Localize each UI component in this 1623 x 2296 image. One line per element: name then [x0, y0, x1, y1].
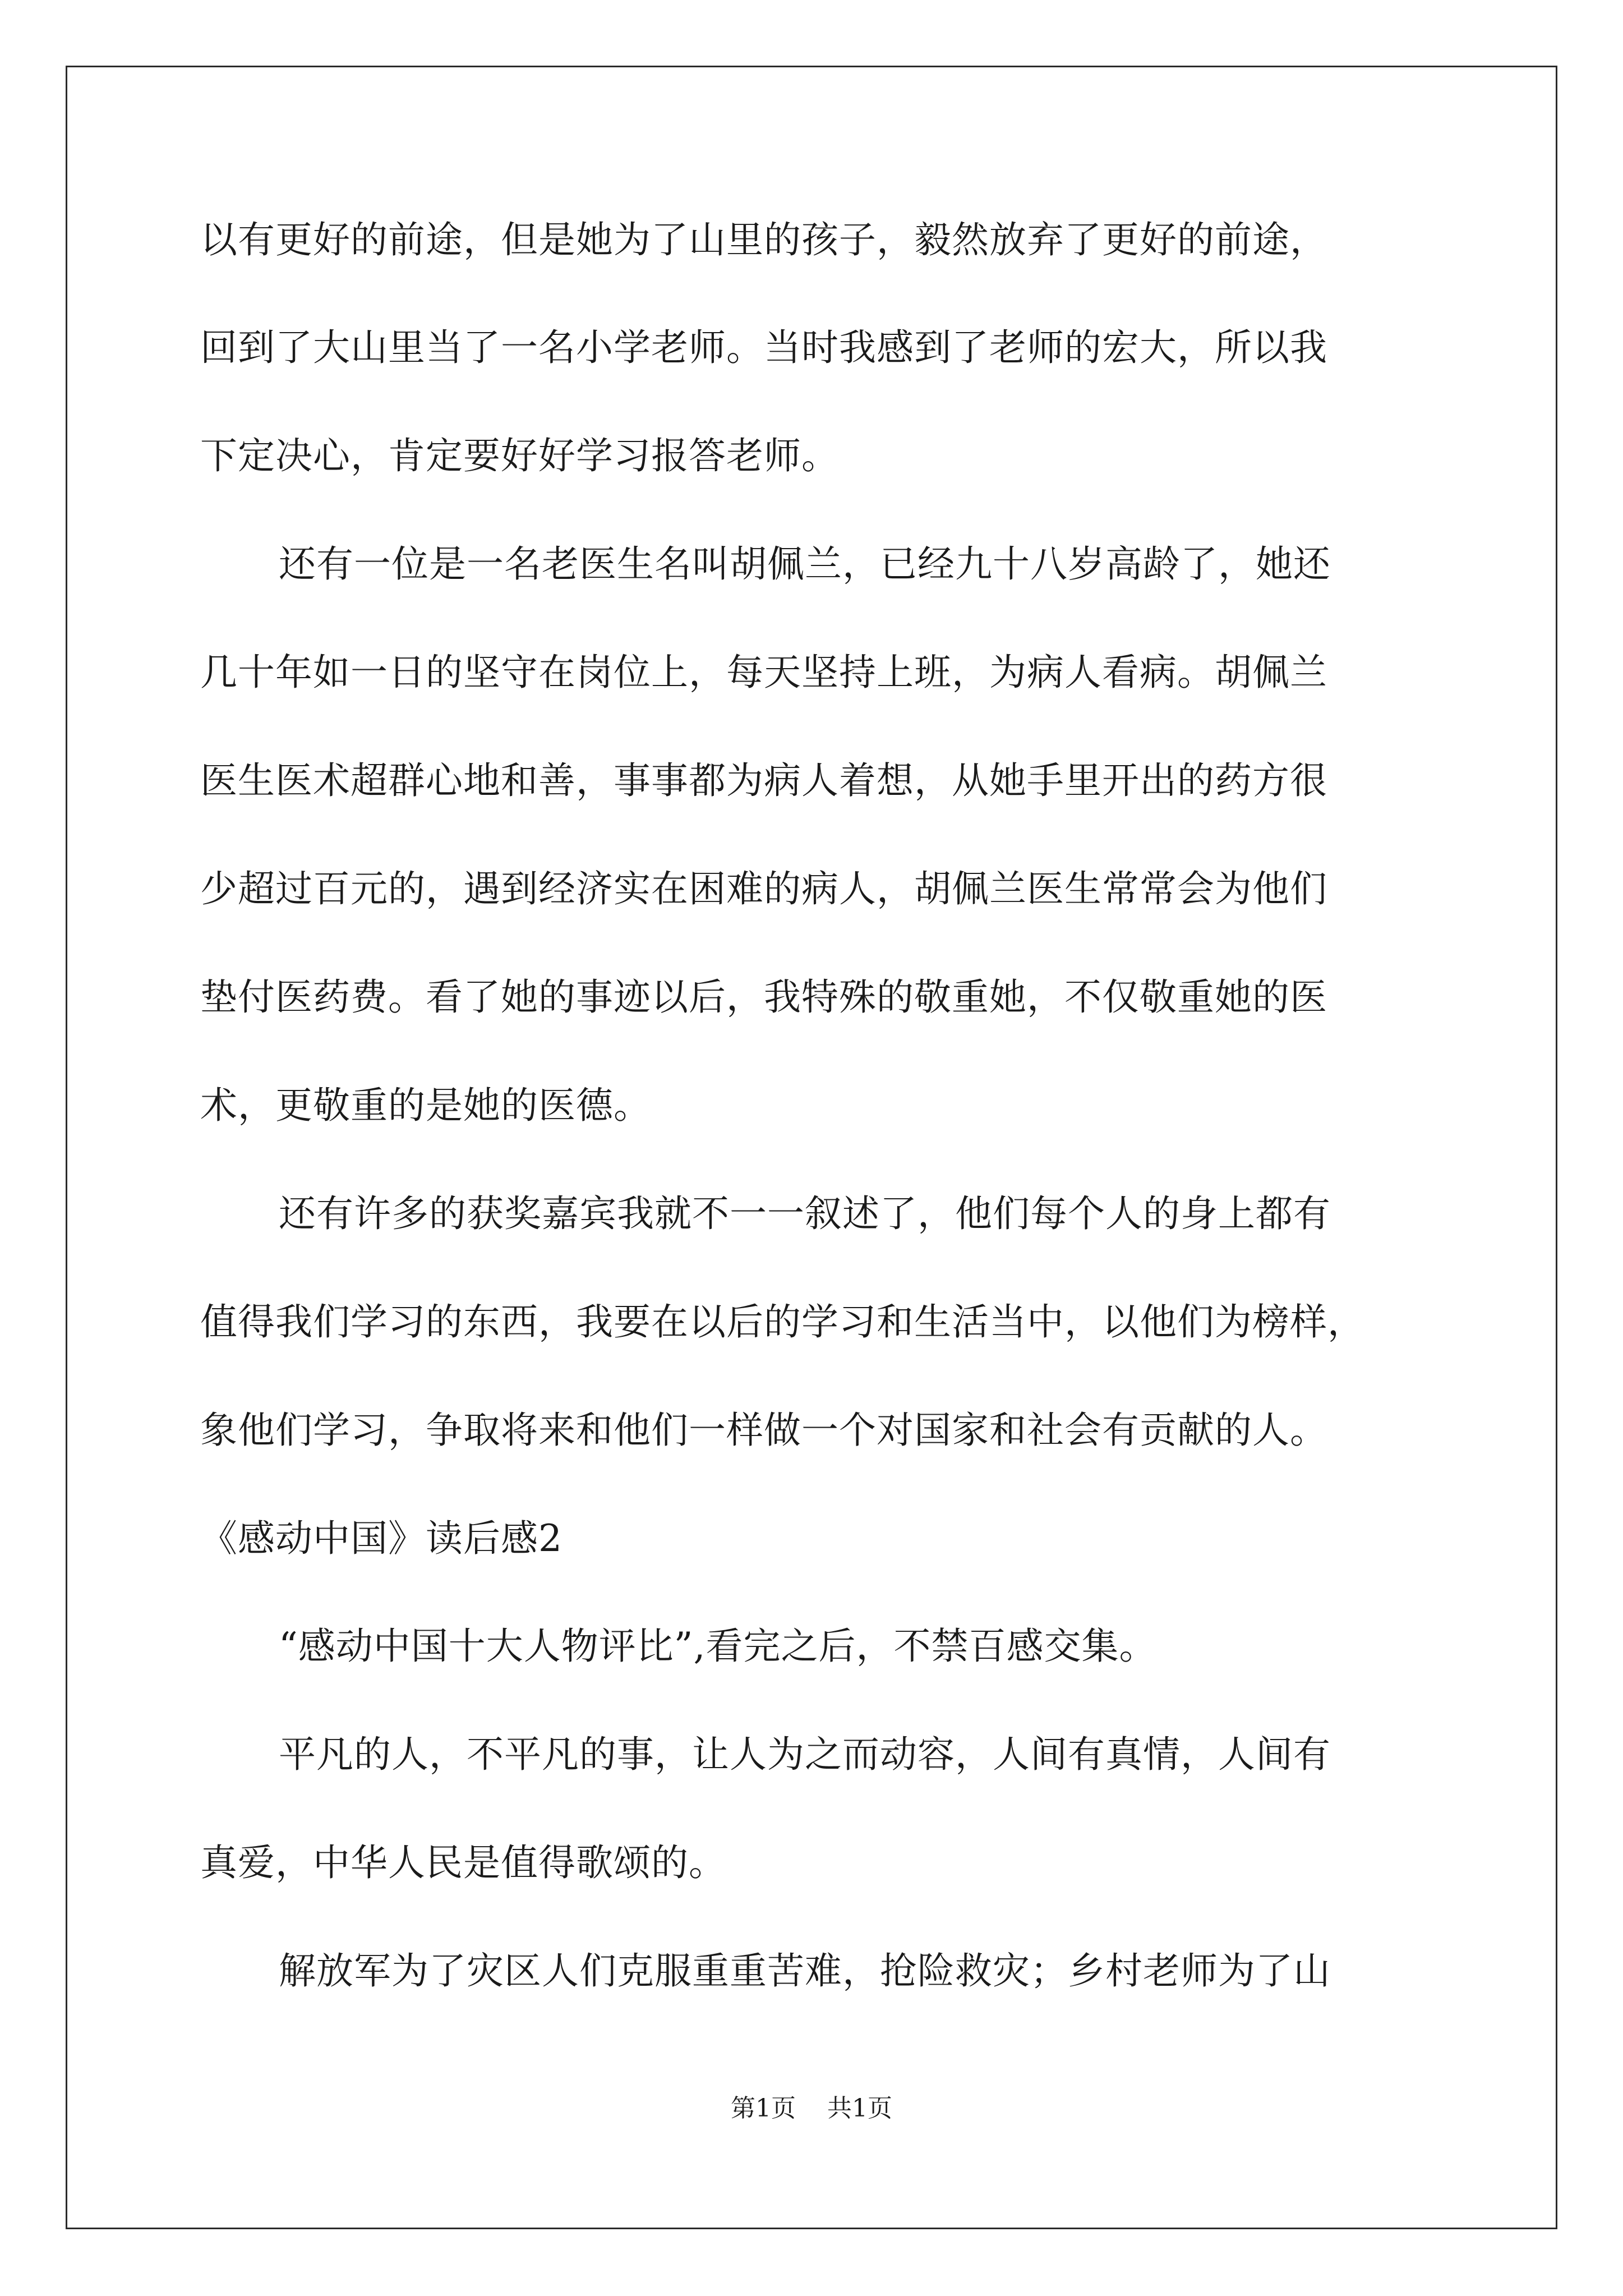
section-heading: 《感动中国》读后感2	[200, 1517, 562, 1560]
body-line-14: “感动中国十大人物评比”,看完之后，不禁百感交集。	[279, 1625, 1157, 1668]
body-line-16: 真爱，中华人民是值得歌颂的。	[200, 1841, 726, 1884]
body-line-5: 几十年如一日的坚守在岗位上，每天坚持上班，为病人看病。胡佩兰	[200, 651, 1327, 694]
body-line-9: 术，更敬重的是她的医德。	[200, 1084, 651, 1127]
body-line-7: 少超过百元的，遇到经济实在困难的病人，胡佩兰医生常常会为他们	[200, 867, 1327, 910]
body-line-11: 值得我们学习的东西，我要在以后的学习和生活当中，以他们为榜样，	[200, 1300, 1365, 1343]
body-line-17: 解放军为了灾区人们克服重重苦难，抢险救灾；乡村老师为了山	[279, 1949, 1331, 1993]
body-line-15: 平凡的人，不平凡的事，让人为之而动容，人间有真情，人间有	[279, 1733, 1331, 1776]
body-line-8: 垫付医药费。看了她的事迹以后，我特殊的敬重她，不仅敬重她的医	[200, 976, 1327, 1019]
body-line-2: 回到了大山里当了一名小学老师。当时我感到了老师的宏大，所以我	[200, 326, 1327, 369]
body-line-6: 医生医术超群心地和善，事事都为病人着想，从她手里开出的药方很	[200, 759, 1327, 802]
body-line-1: 以有更好的前途，但是她为了山里的孩子，毅然放弃了更好的前途，	[200, 218, 1327, 261]
body-line-10: 还有许多的获奖嘉宾我就不一一叙述了，他们每个人的身上都有	[279, 1192, 1331, 1235]
page-number-footer: 第1页 共1页	[731, 2094, 892, 2123]
body-line-3: 下定决心，肯定要好好学习报答老师。	[200, 434, 839, 477]
page-border	[66, 66, 1557, 2229]
body-line-4: 还有一位是一名老医生名叫胡佩兰，已经九十八岁高龄了，她还	[279, 542, 1331, 586]
body-line-12: 象他们学习，争取将来和他们一样做一个对国家和社会有贡献的人。	[200, 1409, 1327, 1452]
